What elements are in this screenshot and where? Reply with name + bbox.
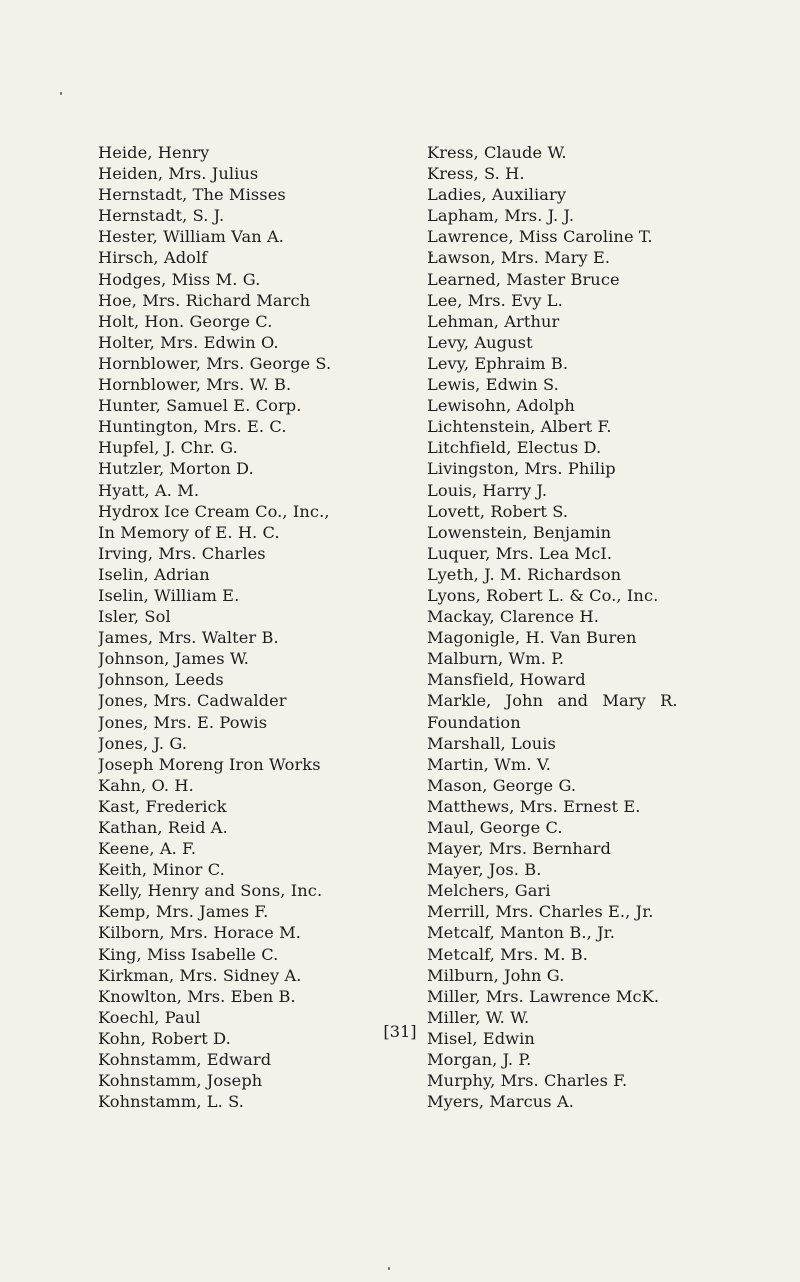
donor-list-entry: Lichtenstein, Albert F. bbox=[427, 417, 612, 437]
donor-list-entry: Lewisohn, Adolph bbox=[427, 396, 575, 416]
donor-list-entry: Milburn, John G. bbox=[427, 965, 565, 985]
donor-list-entry: Misel, Edwin bbox=[427, 1028, 535, 1048]
donor-list-entry: Mayer, Jos. B. bbox=[427, 860, 542, 880]
donor-list-entry: Huntington, Mrs. E. C. bbox=[98, 417, 287, 437]
donor-list-entry: Johnson, James W. bbox=[98, 649, 250, 669]
donor-list-entry: Joseph Moreng Iron Works bbox=[98, 754, 321, 774]
donor-list-entry: Learned, Master Bruce bbox=[427, 269, 620, 289]
donor-list-entry: Louis, Harry J. bbox=[427, 480, 548, 500]
donor-list-entry: Kilborn, Mrs. Horace M. bbox=[98, 923, 301, 943]
donor-list-entry: Jones, Mrs. Cadwalder bbox=[98, 691, 287, 711]
donor-list-entry: Holt, Hon. George C. bbox=[98, 311, 273, 331]
donor-list-entry: Martin, Wm. V. bbox=[427, 754, 552, 774]
donor-list-entry: Mason, George G. bbox=[427, 775, 577, 795]
donor-list-entry: Kirkman, Mrs. Sidney A. bbox=[98, 965, 302, 985]
donor-list-entry: Jones, Mrs. E. Powis bbox=[98, 712, 268, 732]
ink-speck bbox=[60, 92, 62, 95]
donor-list-entry: Lewis, Edwin S. bbox=[427, 375, 559, 395]
donor-list-entry: Hupfel, J. Chr. G. bbox=[98, 438, 238, 458]
donor-list-entry: Mayer, Mrs. Bernhard bbox=[427, 839, 611, 859]
donor-list-entry: Melchers, Gari bbox=[427, 881, 551, 901]
donor-list-entry: Hydrox Ice Cream Co., Inc., bbox=[98, 501, 330, 521]
donor-list-entry: Hodges, Miss M. G. bbox=[98, 269, 261, 289]
donor-list-entry: Hornblower, Mrs. George S. bbox=[98, 353, 332, 373]
donor-list-entry: Kohn, Robert D. bbox=[98, 1028, 231, 1048]
donor-list-entry: Hornblower, Mrs. W. B. bbox=[98, 375, 292, 395]
donor-list-entry: Hutzler, Morton D. bbox=[98, 459, 254, 479]
donor-list-entry: Johnson, Leeds bbox=[98, 670, 224, 690]
donor-list-entry: Kelly, Henry and Sons, Inc. bbox=[98, 881, 323, 901]
donor-list-entry: Hirsch, Adolf bbox=[98, 248, 208, 268]
donor-list-entry: Iselin, Adrian bbox=[98, 564, 210, 584]
donor-list-entry: Keene, A. F. bbox=[98, 839, 197, 859]
donor-list-entry: Miller, W. W. bbox=[427, 1007, 530, 1027]
donor-list-entry: Matthews, Mrs. Ernest E. bbox=[427, 796, 641, 816]
donor-list-entry: Heiden, Mrs. Julius bbox=[98, 164, 259, 184]
donor-list-entry: Hester, William Van A. bbox=[98, 227, 285, 247]
donor-list-entry: Kohnstamm, L. S. bbox=[98, 1092, 245, 1112]
donor-list-entry: Lee, Mrs. Evy L. bbox=[427, 290, 563, 310]
donor-list-entry: Heide, Henry bbox=[98, 143, 210, 162]
donor-list-entry: Hernstadt, The Misses bbox=[98, 185, 286, 205]
donor-list-entry: Mansfield, Howard bbox=[427, 670, 586, 690]
page-number: [31] bbox=[383, 1022, 417, 1041]
donor-list-entry: King, Miss Isabelle C. bbox=[98, 944, 279, 964]
donor-list-entry: Holter, Mrs. Edwin O. bbox=[98, 332, 279, 352]
donor-list-entry: Lawrence, Miss Caroline T. bbox=[427, 227, 653, 247]
donor-list-entry: Lovett, Robert S. bbox=[427, 501, 569, 521]
donor-list-left-column bbox=[98, 142, 418, 1112]
donor-list-entry: Malburn, Wm. P. bbox=[427, 649, 565, 669]
donor-list-entry: Lehman, Arthur bbox=[427, 311, 560, 331]
donor-list-entry: Livingston, Mrs. Philip bbox=[427, 459, 616, 479]
donor-list-entry: Isler, Sol bbox=[98, 607, 171, 627]
donor-list-entry: Marshall, Louis bbox=[427, 733, 556, 753]
donor-list-entry: Lyons, Robert L. & Co., Inc. bbox=[427, 585, 659, 605]
donor-list-entry: Murphy, Mrs. Charles F. bbox=[427, 1071, 628, 1091]
donor-list-entry: Iselin, William E. bbox=[98, 585, 240, 605]
donor-list-entry: Kemp, Mrs. James F. bbox=[98, 902, 269, 922]
donor-list-entry: Markle, John and Mary R. bbox=[427, 691, 678, 711]
donor-list-entry: Merrill, Mrs. Charles E., Jr. bbox=[427, 902, 654, 922]
donor-list-entry: Maul, George C. bbox=[427, 818, 563, 837]
donor-list-entry: Metcalf, Mrs. M. B. bbox=[427, 944, 588, 964]
donor-list-entry: Lyeth, J. M. Richardson bbox=[427, 564, 622, 584]
donor-list-entry: James, Mrs. Walter B. bbox=[98, 628, 279, 648]
donor-list-entry: Lawson, Mrs. Mary E. bbox=[427, 248, 611, 268]
donor-list-entry: Litchfield, Electus D. bbox=[427, 438, 602, 458]
donor-list-entry: Luquer, Mrs. Lea McI. bbox=[427, 543, 613, 563]
donor-list-entry: Myers, Marcus A. bbox=[427, 1092, 574, 1112]
donor-list-entry: Lowenstein, Benjamin bbox=[427, 522, 612, 542]
donor-list-entry: Irving, Mrs. Charles bbox=[98, 543, 266, 563]
donor-list-entry: Kohnstamm, Joseph bbox=[98, 1071, 263, 1091]
donor-list-entry: Metcalf, Manton B., Jr. bbox=[427, 923, 615, 943]
donor-list-entry: Ladies, Auxiliary bbox=[427, 185, 567, 205]
donor-list-entry: Foundation bbox=[427, 712, 521, 732]
donor-list-entry: Koechl, Paul bbox=[98, 1007, 201, 1027]
ink-speck bbox=[388, 1267, 390, 1270]
donor-list-entry: Hunter, Samuel E. Corp. bbox=[98, 396, 302, 416]
donor-list-entry: Kahn, O. H. bbox=[98, 775, 194, 795]
donor-list-entry: Kohnstamm, Edward bbox=[98, 1050, 272, 1070]
donor-list-entry: Keith, Minor C. bbox=[98, 860, 225, 880]
donor-list-entry: Hoe, Mrs. Richard March bbox=[98, 290, 311, 310]
donor-list-entry: Lapham, Mrs. J. J. bbox=[427, 206, 575, 226]
donor-list-entry: Magonigle, H. Van Buren bbox=[427, 628, 637, 648]
donor-list-entry: Levy, Ephraim B. bbox=[427, 353, 569, 373]
donor-list-entry: Knowlton, Mrs. Eben B. bbox=[98, 986, 296, 1006]
donor-list-entry: Kast, Frederick bbox=[98, 796, 227, 816]
donor-list-entry: Kress, Claude W. bbox=[427, 143, 567, 162]
donor-list-entry: Morgan, J. P. bbox=[427, 1050, 532, 1070]
donor-list-entry: Levy, August bbox=[427, 332, 533, 352]
donor-list-entry: Kress, S. H. bbox=[427, 164, 525, 184]
donor-list-entry: Miller, Mrs. Lawrence McK. bbox=[427, 986, 660, 1006]
donor-list-entry: Hyatt, A. M. bbox=[98, 480, 200, 500]
donor-list-entry: Jones, J. G. bbox=[98, 733, 188, 753]
donor-list-entry: Mackay, Clarence H. bbox=[427, 607, 599, 627]
donor-list-entry: In Memory of E. H. C. bbox=[98, 522, 280, 542]
donor-list-entry: Kathan, Reid A. bbox=[98, 818, 228, 837]
donor-list-entry: Hernstadt, S. J. bbox=[98, 206, 225, 226]
donor-list-right-column bbox=[427, 142, 792, 1112]
